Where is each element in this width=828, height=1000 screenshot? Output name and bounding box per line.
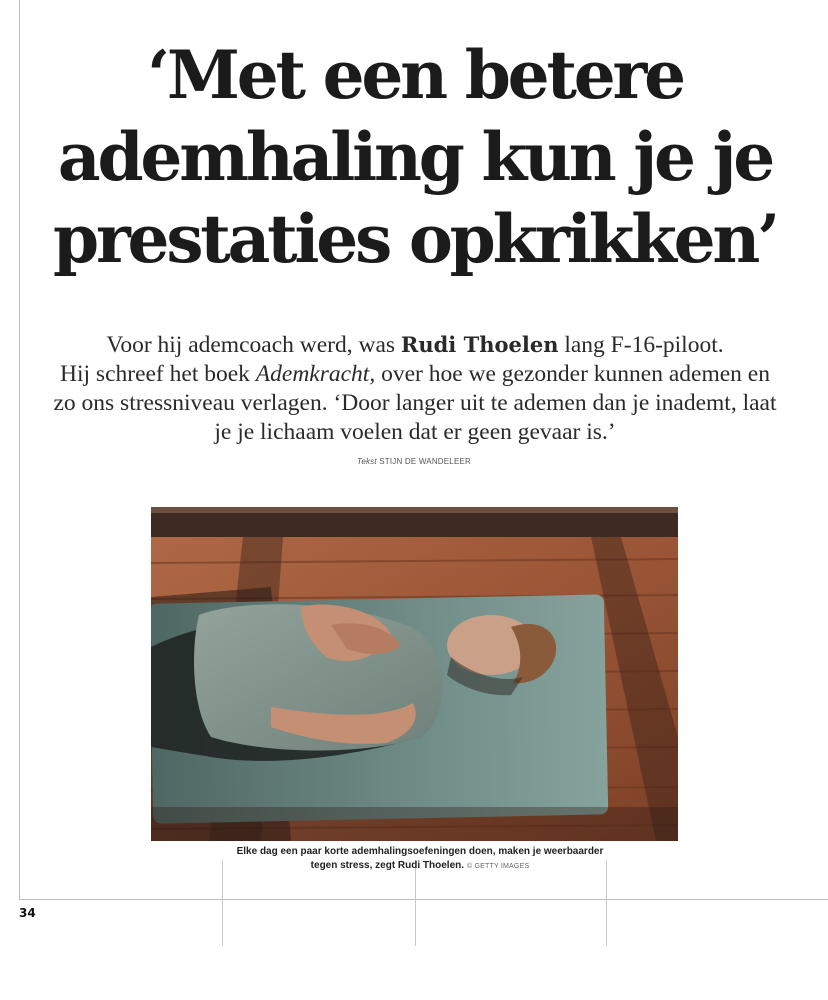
article-photo [151,507,678,841]
photo-caption [230,845,610,874]
intro-paragraph [50,330,780,447]
caption-text: Elke dag een paar korte ademhalingsoefeningen doen, maken je weerbaarder tegen stress, zegt Rudi Thoelen. [236,846,604,871]
page-number: 34 [19,906,36,920]
photo-illustration [151,507,678,841]
byline [0,457,828,466]
headline-line-1: ‘Met een betere [147,36,683,114]
headline-line-2: ademhaling kun je je [57,118,773,196]
intro-name: Rudi Thoelen [400,332,559,357]
intro-text-3: Hij schreef het boek [60,361,256,387]
column-divider [222,860,223,946]
intro-text-1: Voor hij ademcoach werd, was [106,332,401,358]
headline-line-3: prestaties opkrikken’ [53,200,777,278]
page-frame-left [19,0,20,900]
page-frame-bottom [19,899,828,900]
photo-credit: © GETTY IMAGES [467,863,530,870]
intro-text-4: over hoe we gezonder kunnen ademen en zo ons stressniveau verlagen. ‘Door langer uit te ademen dan je inademt, laat je je lichaam voelen dat er geen gevaar is.’ [53,361,777,445]
intro-text-2: lang F-16-piloot. [558,332,724,358]
byline-author: STIJN DE WANDELEER [379,457,472,466]
byline-label: Tekst [356,457,377,466]
intro-book-title: Ademkracht, [255,361,376,387]
headline [40,34,790,280]
